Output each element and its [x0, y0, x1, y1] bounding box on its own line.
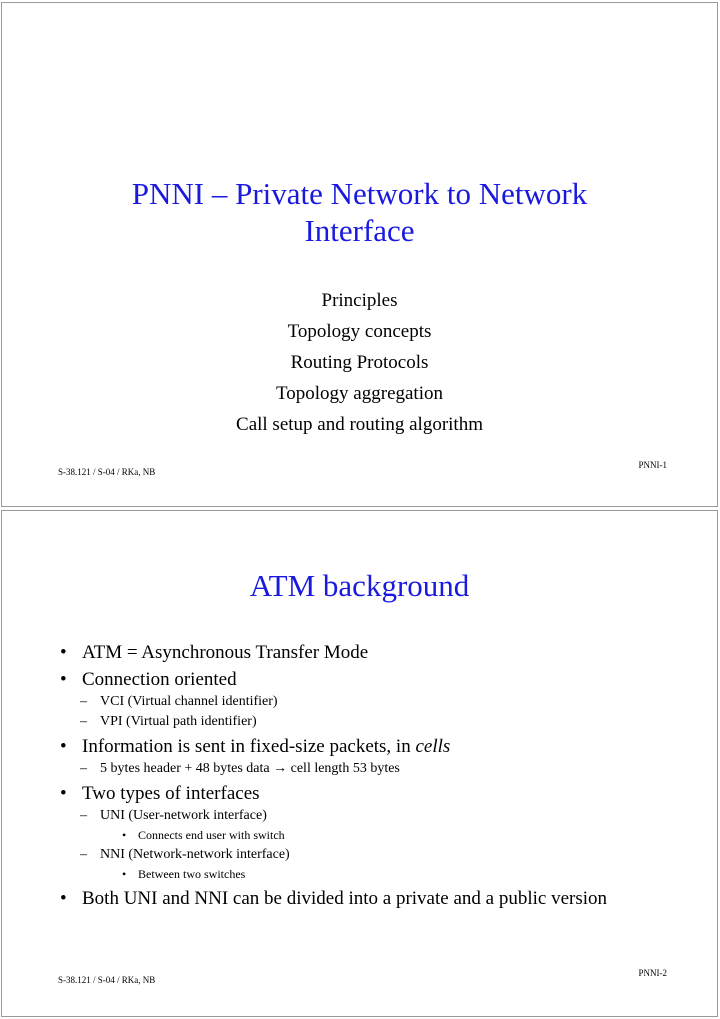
bullet-list — [58, 641, 677, 911]
footer-course-code: S-38.121 / S-04 / RKa, NB — [58, 467, 156, 477]
footer-course-code: S-38.121 / S-04 / RKa, NB — [58, 975, 156, 985]
slide-2-title: ATM background — [249, 568, 470, 603]
sub-bullet-item: – NNI (Network-network interface) — [58, 845, 677, 865]
sub-bullet-item: – VPI (Virtual path identifier) — [58, 712, 677, 732]
title-line-2: Interface — [304, 213, 415, 248]
sub-bullet-item: – VCI (Virtual channel identifier) — [58, 692, 677, 712]
title-line-1: PNNI – Private Network to Network — [131, 176, 588, 211]
slide-1 — [1, 2, 718, 507]
bullet-italic-term: cells — [415, 736, 451, 757]
topic-item: Routing Protocols — [290, 352, 429, 373]
bullet-item: • Connection oriented — [58, 668, 677, 692]
bullet-item: • Both UNI and NNI can be divided into a private and a public version — [58, 887, 677, 911]
bullet-item — [58, 735, 677, 759]
topic-item: Topology aggregation — [276, 383, 443, 404]
topic-item: Call setup and routing algorithm — [236, 414, 483, 435]
slide-2 — [1, 510, 718, 1017]
topic-list — [2, 285, 717, 440]
bullet-text: Information is sent in fixed-size packets, in — [82, 736, 416, 757]
topic-item: Topology concepts — [287, 321, 432, 342]
footer-page-number: PNNI-1 — [638, 460, 667, 470]
topic-item: Principles — [321, 290, 398, 311]
sub-sub-bullet-item: • Between two switches — [58, 865, 677, 884]
footer-page-number: PNNI-2 — [638, 968, 667, 978]
slide-1-title — [2, 175, 717, 249]
sub-bullet-item: – UNI (User-network interface) — [58, 806, 677, 826]
sub-sub-bullet-item: • Connects end user with switch — [58, 826, 677, 845]
bullet-item: • ATM = Asynchronous Transfer Mode — [58, 641, 677, 665]
sub-bullet-item: – 5 bytes header + 48 bytes data → cell length 53 bytes — [58, 759, 677, 779]
bullet-item: • Two types of interfaces — [58, 782, 677, 806]
